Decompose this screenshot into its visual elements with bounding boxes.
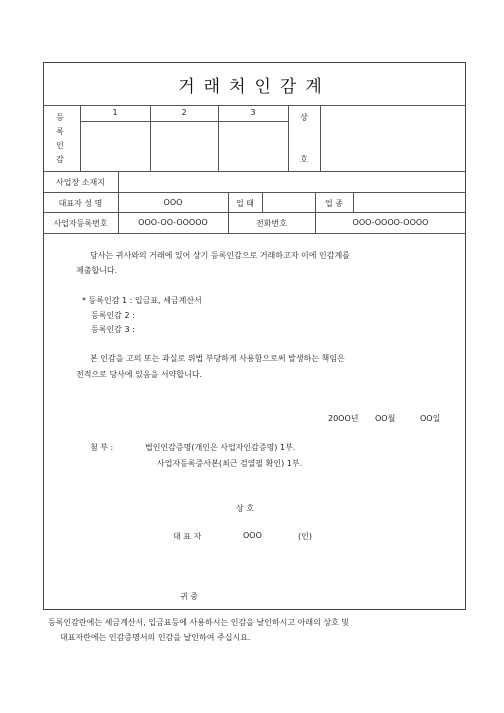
company-name-field[interactable]	[321, 106, 465, 170]
phone-label: 전화번호	[256, 219, 287, 228]
date-month[interactable]: OO월	[375, 414, 396, 423]
phone-value[interactable]: OOO-OOOO-OOOO	[352, 218, 429, 227]
form-title: 거래처인감계	[178, 77, 331, 97]
seal-side-label-1: 등	[56, 113, 64, 122]
rep-name-label: 대표자 성 명	[58, 199, 103, 208]
pledge-line-2: 전적으로 당사에 있음을 서약합니다.	[76, 370, 203, 379]
seal-slot-1-box[interactable]	[81, 122, 149, 170]
seal-side-label-2: 록	[56, 127, 64, 136]
seal-slot-3-label: 3	[250, 108, 256, 117]
seal-usage-item-3: 등록인감 3 :	[91, 325, 135, 334]
attachment-label: 첨 부 :	[90, 443, 114, 452]
signature-company-label: 상 호	[236, 504, 254, 513]
recipient-label: 귀 중	[180, 592, 198, 601]
rep-row-divider	[43, 212, 466, 213]
date-day[interactable]: OO일	[420, 414, 441, 423]
seal-slot-2-box[interactable]	[151, 122, 217, 170]
rep-name-value[interactable]: OOO	[163, 198, 183, 207]
attachment-item-1: 법인인감증명(개인은 사업자인감증명) 1부.	[145, 443, 296, 452]
seal-usage-item-2: 등록인감 2 :	[91, 311, 135, 320]
seal-slot-3-box[interactable]	[219, 122, 287, 170]
company-label-bottom: 호	[300, 155, 308, 164]
business-item-field[interactable]	[354, 193, 465, 211]
intro-line-1: 당사는 귀사와의 거래에 있어 상기 등록인감으로 거래하고자 이에 인감계를	[90, 251, 350, 260]
date-year[interactable]: 20OO년	[328, 414, 359, 423]
address-label: 사업장 소재지	[56, 178, 105, 187]
seal-slot-2-label: 2	[181, 108, 187, 117]
signature-rep-value[interactable]: OOO	[243, 531, 262, 540]
intro-line-2: 제출합니다.	[76, 266, 118, 275]
business-item-label: 업 종	[325, 199, 343, 208]
seal-usage-item-1: * 등록인감 1 : 입금표, 세금계산서	[82, 296, 202, 305]
signature-rep-label: 대 표 자	[173, 532, 202, 541]
bizno-label: 사업자등록번호	[53, 219, 108, 228]
signature-seal-mark: (인)	[298, 532, 312, 541]
company-label-top: 상	[300, 113, 308, 122]
bizno-value[interactable]: OOO-OO-OOOOO	[138, 218, 208, 227]
footnote-line-1: 등록인감란에는 세금계산서, 입금표등에 사용하시는 인감을 날인하시고 아래의 상호 및	[48, 618, 350, 627]
business-type-label: 업 태	[236, 199, 254, 208]
footnote-line-2: 대표자란에는 인감증명서의 인감을 날인하여 주십시요.	[60, 633, 251, 642]
seal-side-label-3: 인	[56, 141, 64, 150]
attachment-item-2: 사업자등록증사본(최근 검열필 확인) 1부.	[157, 459, 303, 468]
seal-slot-1-label: 1	[112, 108, 118, 117]
pledge-line-1: 본 인감을 고의 또는 과실로 위법 부당하게 사용함으로써 발생하는 책임은	[90, 354, 345, 363]
seal-side-label-4: 감	[56, 155, 64, 164]
seal-col-divider	[288, 105, 289, 171]
business-type-field[interactable]	[263, 193, 314, 211]
address-field[interactable]	[119, 172, 465, 191]
bizno-row-divider	[43, 233, 466, 234]
